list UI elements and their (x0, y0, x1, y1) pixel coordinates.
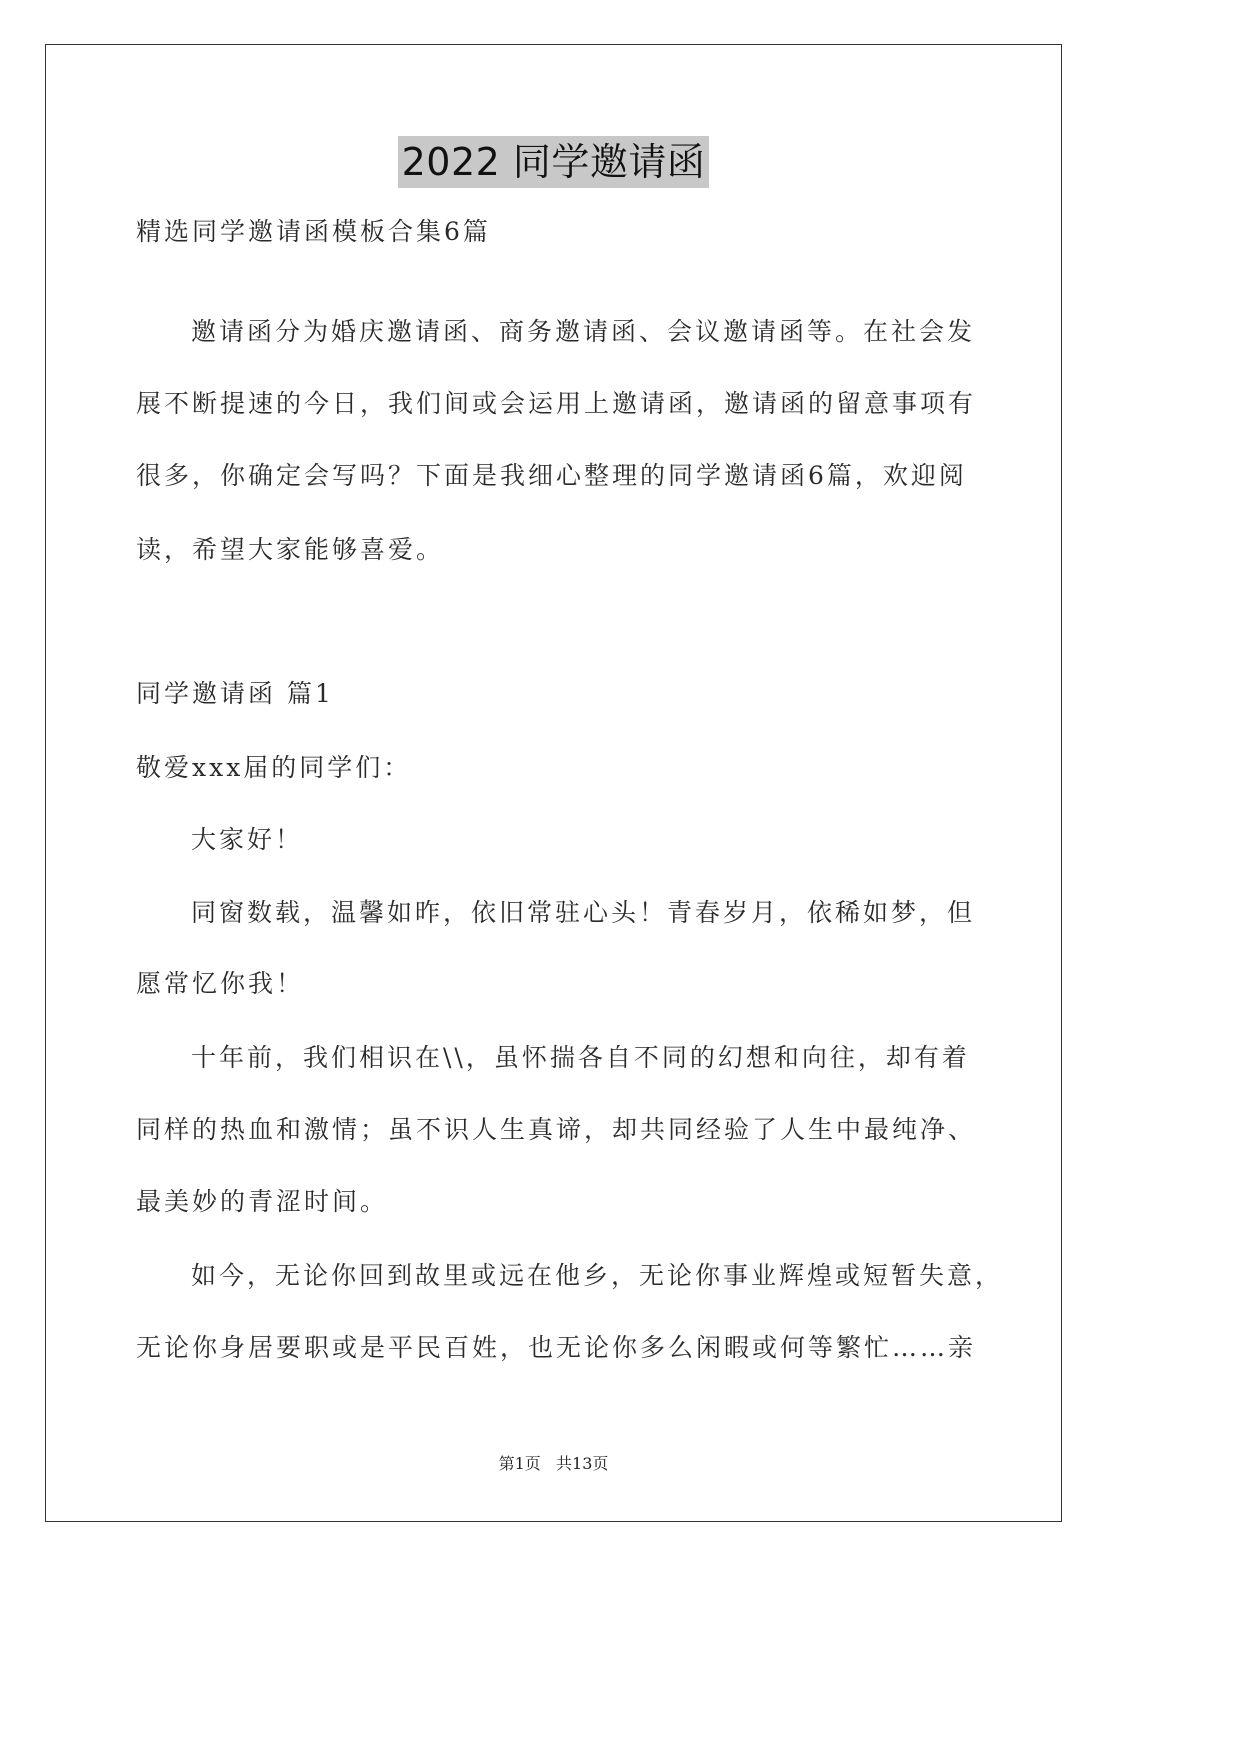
title-wrap (0, 136, 1107, 188)
page-number-footer: 第1页 共13页 (498, 1454, 609, 1473)
document-subtitle: 精选同学邀请函模板合集6篇 (136, 217, 491, 246)
salutation: 敬爱xxx届的同学们： (136, 753, 412, 782)
greeting: 大家好！ (191, 825, 304, 854)
paragraph3-line-2: 无论你身居要职或是平民百姓，也无论你多么闲暇或何等繁忙……亲 (136, 1333, 977, 1362)
paragraph2-line-3: 最美妙的青涩时间。 (136, 1187, 389, 1216)
intro-line-1: 邀请函分为婚庆邀请函、商务邀请函、会议邀请函等。在社会发 (191, 317, 976, 346)
paragraph3-line-1: 如今，无论你回到故里或远在他乡，无论你事业辉煌或短暂失意， (191, 1261, 1004, 1290)
section-heading: 同学邀请函 篇1 (136, 679, 334, 708)
intro-line-3: 很多，你确定会写吗？下面是我细心整理的同学邀请函6篇，欢迎阅 (136, 461, 967, 490)
paragraph1-line-2: 愿常忆你我！ (136, 969, 305, 998)
document-title: 2022 同学邀请函 (398, 136, 710, 188)
paragraph1-line-1: 同窗数载，温馨如昨，依旧常驻心头！青春岁月，依稀如梦，但 (191, 898, 976, 927)
intro-line-2: 展不断提速的今日，我们间或会运用上邀请函，邀请函的留意事项有 (136, 389, 977, 418)
paragraph2-line-1: 十年前，我们相识在\\，虽怀揣各自不同的幻想和向往，却有着 (191, 1043, 970, 1072)
intro-line-4: 读，希望大家能够喜爱。 (136, 535, 445, 564)
paragraph2-line-2: 同样的热血和激情；虽不识人生真谛，却共同经验了人生中最纯净、 (136, 1115, 977, 1144)
